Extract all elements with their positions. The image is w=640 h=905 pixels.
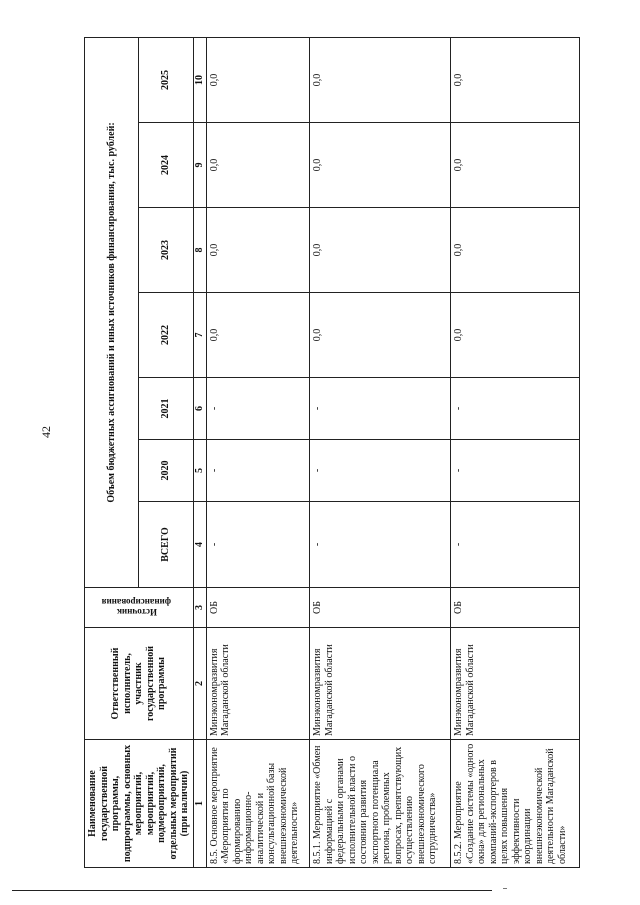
- cell-value: -: [206, 440, 310, 502]
- cell-name: 8.5.2. Мероприятие «Создание системы «одного окна» для региональных компаний-экспортеров в целях повышения эффективности координации внешнеэкономической деятельности Магаданской области»: [451, 740, 579, 868]
- cell-executor: Минэкономразвития Магаданской области: [310, 628, 451, 740]
- column-index: 6: [193, 378, 206, 440]
- cell-value: 0,0: [310, 37, 451, 122]
- cell-value: -: [451, 378, 579, 440]
- cell-executor: Минэкономразвития Магаданской области: [451, 628, 579, 740]
- cell-executor: Минэкономразвития Магаданской области: [206, 628, 310, 740]
- cell-name: 8.5. Основное мероприятие «Мероприятия по формированию информационно-аналитической и консультационной базы внешнеэкономической деятельности»: [206, 740, 310, 868]
- column-index: 7: [193, 293, 206, 378]
- column-index: 8: [193, 208, 206, 293]
- cell-value: 0,0: [310, 208, 451, 293]
- cell-value: -: [310, 502, 451, 588]
- header-year: 2023: [139, 208, 193, 293]
- column-index: 5: [193, 440, 206, 502]
- cell-value: -: [206, 378, 310, 440]
- page-number: 42: [39, 426, 53, 438]
- cell-value: 0,0: [451, 37, 579, 122]
- cell-value: 0,0: [206, 37, 310, 122]
- table-row: [310, 37, 451, 867]
- cell-value: 0,0: [451, 123, 579, 208]
- cell-value: -: [310, 378, 451, 440]
- cell-value: -: [451, 440, 579, 502]
- table-row: [451, 37, 579, 867]
- header-executor: Ответственный исполнитель, участник государственной программы: [85, 628, 194, 740]
- header-year: 2022: [139, 293, 193, 378]
- rotated-table-container: [84, 38, 568, 868]
- header-year: ВСЕГО: [139, 502, 193, 588]
- cell-value: 0,0: [206, 123, 310, 208]
- cell-value: 0,0: [310, 123, 451, 208]
- cell-value: -: [310, 440, 451, 502]
- column-index: 3: [193, 588, 206, 628]
- cell-source: ОБ: [451, 588, 579, 628]
- header-source-label: Источник финансирования: [101, 597, 171, 618]
- cell-source: ОБ: [206, 588, 310, 628]
- header-year: 2020: [139, 440, 193, 502]
- header-funding-group: Объем бюджетных ассигнований и иных источников финансирования, тыс. рублей:: [85, 37, 139, 587]
- funding-table: [84, 37, 580, 868]
- footer-divider: [12, 890, 492, 891]
- cell-value: 0,0: [206, 208, 310, 293]
- cell-source: ОБ: [310, 588, 451, 628]
- header-year: 2021: [139, 378, 193, 440]
- cell-name: 8.5.1. Мероприятие «Обмен информацией с федеральными органами исполнительной власти о состоянии развития экспортного потенциала региона, проблемных вопросах, препятствующих осуществлению внешнеэкономического сотрудничества»: [310, 740, 451, 868]
- cell-value: -: [206, 502, 310, 588]
- table-row: [206, 37, 310, 867]
- header-source: [85, 588, 194, 628]
- cell-value: 0,0: [451, 293, 579, 378]
- column-index: 10: [193, 37, 206, 122]
- cell-value: -: [451, 502, 579, 588]
- column-index: 1: [193, 740, 206, 868]
- cell-value: 0,0: [310, 293, 451, 378]
- header-year: 2024: [139, 123, 193, 208]
- column-index: 4: [193, 502, 206, 588]
- header-name: Наименование государственной программы, подпрограммы, основных мероприятий, мероприятий, подмероприятий, отдельных мероприятий (при наличии): [85, 740, 194, 868]
- header-year: 2025: [139, 37, 193, 122]
- cell-value: 0,0: [206, 293, 310, 378]
- column-index: 9: [193, 123, 206, 208]
- cell-value: 0,0: [451, 208, 579, 293]
- footer-tick: [503, 888, 507, 889]
- column-index: 2: [193, 628, 206, 740]
